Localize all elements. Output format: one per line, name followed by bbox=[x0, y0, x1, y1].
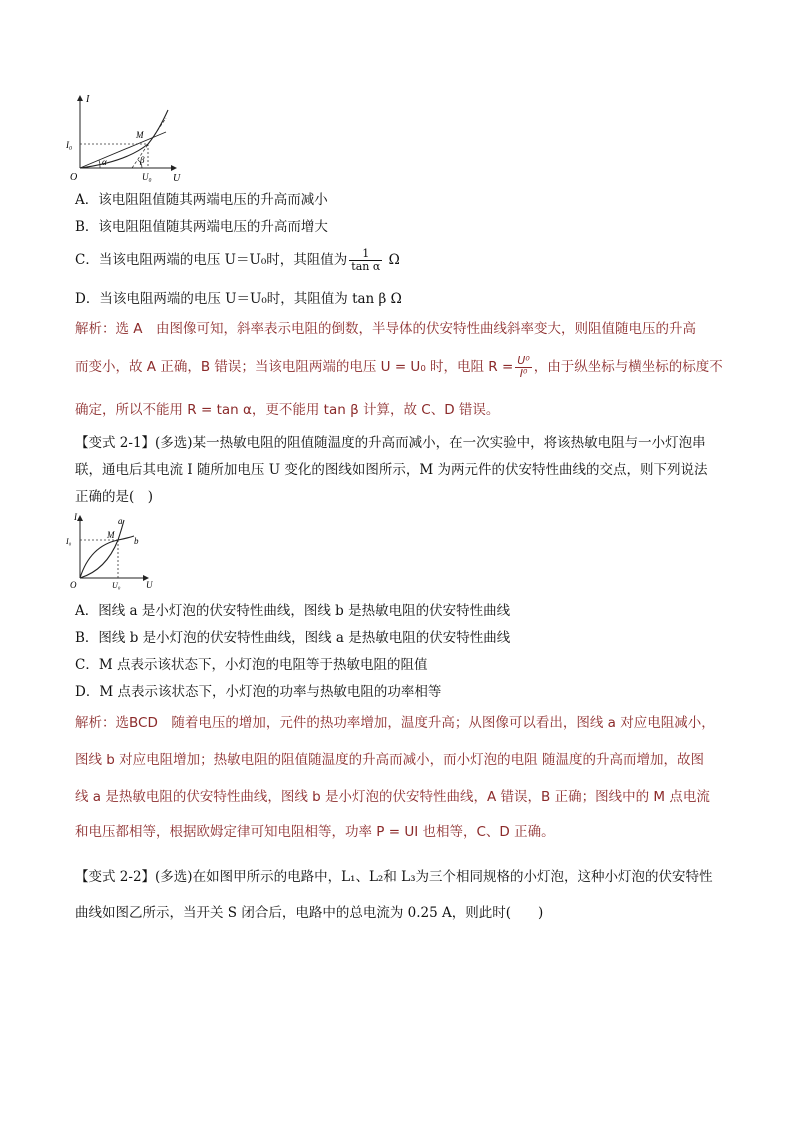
q1-option-c-fraction bbox=[349, 248, 382, 273]
fig2-axis-i: I bbox=[74, 512, 77, 522]
fig1-origin: O bbox=[70, 172, 78, 182]
frac-numerator: 1 bbox=[349, 248, 382, 261]
q1-answer-line-2-end: ，由于纵坐标与横坐标的标度不 bbox=[533, 359, 723, 375]
frac-denominator: tan α bbox=[351, 260, 381, 273]
iv-curve bbox=[80, 110, 168, 168]
tangent-line bbox=[132, 118, 166, 168]
q1-answer-line-1: 解析：选 A 由图像可知，斜率表示电阻的倒数，半导体的伏安特性曲线斜率变大，则阻值随电压的升高 bbox=[75, 321, 697, 337]
figure-2-iv-graph bbox=[66, 512, 164, 592]
q2-answer-line-2: 图线 b 对应电阻增加；热敏电阻的阻值随温度的升高而减小，而小灯泡的电阻 随温度的升高而增加，故图 bbox=[75, 752, 704, 768]
q1-option-c-unit: Ω bbox=[384, 252, 400, 268]
q2-answer-line-1: 解析：选BCD 随着电压的增加，元件的热功率增加，温度升高；从图像可以看出，图线 a 对应电阻减小， bbox=[75, 715, 715, 731]
fig2-label-b: b bbox=[134, 536, 139, 546]
q2-answer-line-3: 线 a 是热敏电阻的伏安特性曲线，图线 b 是小灯泡的伏安特性曲线，A 错误，B 正确；图线中的 M 点电流 bbox=[75, 789, 710, 805]
frac-numerator: U⁰ bbox=[517, 353, 530, 367]
q1-option-c-text: C．当该电阻两端的电压 U＝U₀时，其阻值为 bbox=[75, 252, 348, 268]
fig2-axis-u: U bbox=[146, 580, 153, 590]
q2-option-d: D．M 点表示该状态下，小灯泡的功率与热敏电阻的功率相等 bbox=[75, 684, 442, 700]
fig2-i0: I₀ bbox=[66, 537, 72, 546]
figure-1-iv-graph bbox=[66, 92, 184, 182]
q1-option-d: D．当该电阻两端的电压 U＝U₀时，其阻值为 tan β Ω bbox=[75, 291, 402, 307]
q3-stem-line-2: 曲线如图乙所示，当开关 S 闭合后，电路中的总电流为 0.25 A，则此时( ) bbox=[75, 905, 544, 921]
q3-stem-line-1: 【变式 2-2】(多选)在如图甲所示的电路中，L₁、L₂和 L₃为三个相同规格的小灯泡，这种小灯泡的伏安特性 bbox=[75, 869, 713, 885]
frac-denominator: I⁰ bbox=[519, 366, 528, 380]
q1-answer-line-2 bbox=[75, 350, 723, 384]
fig1-m: M bbox=[136, 130, 144, 140]
q1-answer-line-3: 确定，所以不能用 R = tan α，更不能用 tan β 计算，故 C、D 错误。 bbox=[75, 402, 500, 418]
fig2-u0: U₀ bbox=[112, 581, 121, 590]
q2-option-b: B．图线 b 是小灯泡的伏安特性曲线，图线 a 是热敏电阻的伏安特性曲线 bbox=[75, 630, 511, 646]
q2-stem-line-2: 联，通电后其电流 I 随所加电压 U 变化的图线如图所示，M 为两元件的伏安特性曲线的交点，则下列说法 bbox=[75, 462, 708, 478]
fig1-u0: U₀ bbox=[142, 172, 152, 182]
curve-a bbox=[80, 520, 124, 578]
fig1-axis-i: I bbox=[86, 94, 90, 105]
q2-stem-line-1: 【变式 2-1】(多选)某一热敏电阻的阻值随温度的升高而减小，在一次实验中，将该热敏电阻与一小灯泡串 bbox=[75, 435, 706, 451]
fig2-m: M bbox=[107, 530, 115, 540]
fig2-origin: O bbox=[70, 580, 77, 590]
q2-option-a: A．图线 a 是小灯泡的伏安特性曲线，图线 b 是热敏电阻的伏安特性曲线 bbox=[75, 603, 511, 619]
q1-option-c bbox=[75, 244, 400, 276]
fig1-i0: I₀ bbox=[66, 140, 73, 150]
q1-option-a: A．该电阻阻值随其两端电压的升高而减小 bbox=[75, 192, 328, 208]
q1-answer-line-2-text: 而变小，故 A 正确，B 错误；当该电阻两端的电压 U = U₀ 时，电阻 R = bbox=[75, 359, 514, 375]
q2-option-c: C．M 点表示该状态下，小灯泡的电阻等于热敏电阻的阻值 bbox=[75, 657, 428, 673]
alpha-arc bbox=[99, 160, 100, 168]
q2-answer-line-4: 和电压都相等，根据欧姆定律可知电阻相等，功率 P = UI 也相等，C、D 正确。 bbox=[75, 824, 555, 840]
q2-stem-line-3: 正确的是( ) bbox=[75, 489, 154, 505]
q1-option-b: B．该电阻阻值随其两端电压的升高而增大 bbox=[75, 219, 328, 235]
q1-answer-fraction bbox=[515, 355, 531, 380]
fig2-label-a: a bbox=[118, 516, 123, 526]
fig1-axis-u: U bbox=[173, 173, 181, 182]
fig1-beta: β bbox=[140, 155, 145, 165]
curve-b bbox=[80, 536, 134, 578]
fig1-alpha: α bbox=[102, 157, 107, 167]
